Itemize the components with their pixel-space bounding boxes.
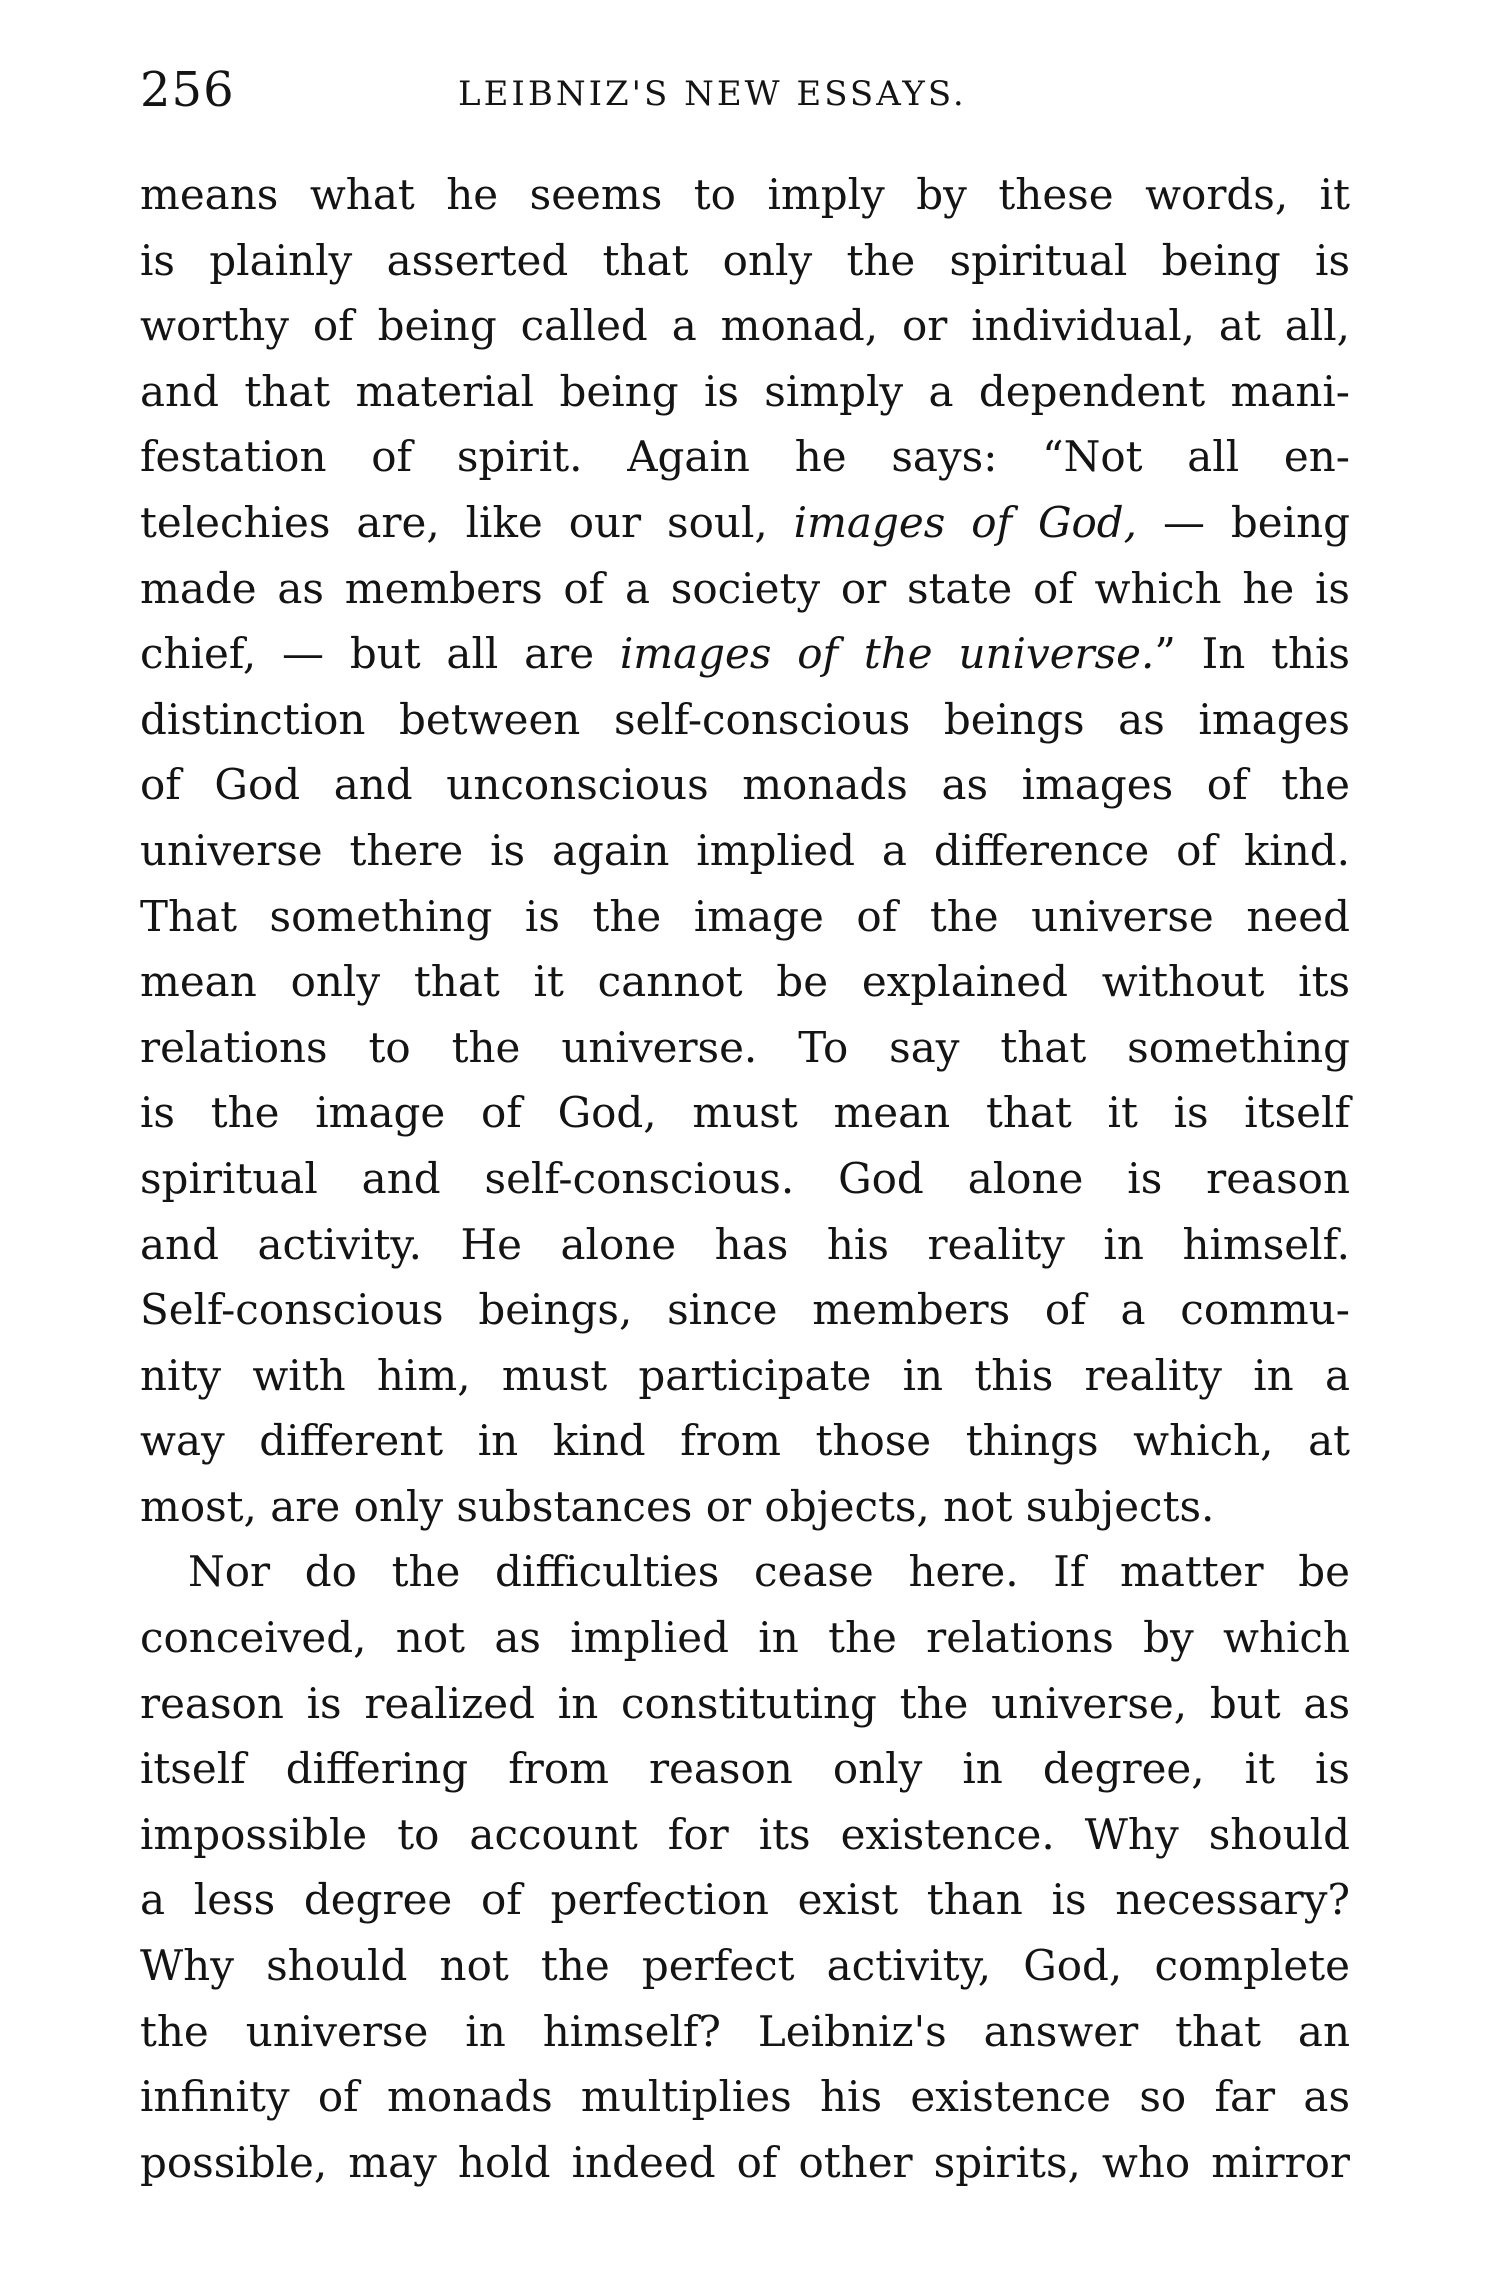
running-title: LEIBNIZ'S NEW ESSAYS.	[458, 74, 967, 114]
text-line: possible, may hold indeed of other spirits, who mirror	[140, 2137, 1350, 2187]
text-line: a less degree of perfection exist than is necessary?	[140, 1875, 1350, 1925]
text-line: Nor do the difficulties cease here. If matter be	[188, 1547, 1350, 1597]
text-line: is the image of God, must mean that it is itself	[140, 1088, 1350, 1138]
text-line: infinity of monads multiplies his existence so far as	[140, 2072, 1350, 2122]
page-header	[140, 50, 1350, 130]
text-line: itself differing from reason only in degree, it is	[140, 1744, 1350, 1794]
text-line: festation of spirit. Again he says: “Not all en-	[140, 432, 1350, 482]
text-line: distinction between self-conscious beings as images	[140, 694, 1350, 744]
text-line: and that material being is simply a dependent mani-	[140, 366, 1350, 416]
page-number: 256	[140, 62, 235, 118]
text-line: most, are only substances or objects, not subjects.	[140, 1481, 1215, 1531]
text-line: way different in kind from those things which, at	[140, 1416, 1350, 1466]
text-line: worthy of being called a monad, or individual, at all,	[140, 301, 1350, 351]
text-line: telechies are, like our soul, images of God, — being	[140, 497, 1350, 547]
text-line: means what he seems to imply by these words, it	[140, 170, 1350, 219]
text-line: chief, — but all are images of the universe.” In this	[140, 629, 1350, 679]
text-line: made as members of a society or state of which he is	[140, 563, 1350, 613]
text-line: spiritual and self-conscious. God alone is reason	[140, 1153, 1350, 1203]
body-text	[140, 162, 1350, 2195]
text-line: conceived, not as implied in the relations by which	[140, 1613, 1350, 1663]
text-line: nity with him, must participate in this reality in a	[140, 1350, 1350, 1400]
text-line: of God and unconscious monads as images of the	[140, 760, 1350, 810]
text-line: Self-conscious beings, since members of a commu-	[140, 1285, 1350, 1335]
text-line: impossible to account for its existence. Why should	[140, 1809, 1350, 1859]
text-line: That something is the image of the universe need	[140, 891, 1350, 941]
text-line: is plainly asserted that only the spiritual being is	[140, 235, 1350, 285]
text-line: the universe in himself? Leibniz's answer that an	[140, 2006, 1350, 2056]
text-line: and activity. He alone has his reality in himself.	[140, 1219, 1350, 1269]
italic-phrase: images of the universe.	[619, 629, 1155, 679]
text-line: universe there is again implied a difference of kind.	[140, 825, 1350, 875]
text-line: Why should not the perfect activity, God, complete	[140, 1941, 1350, 1991]
text-line: reason is realized in constituting the universe, but as	[140, 1678, 1350, 1728]
text-line: mean only that it cannot be explained without its	[140, 957, 1350, 1007]
italic-phrase: images of God,	[793, 497, 1138, 547]
text-line: relations to the universe. To say that something	[140, 1022, 1350, 1072]
